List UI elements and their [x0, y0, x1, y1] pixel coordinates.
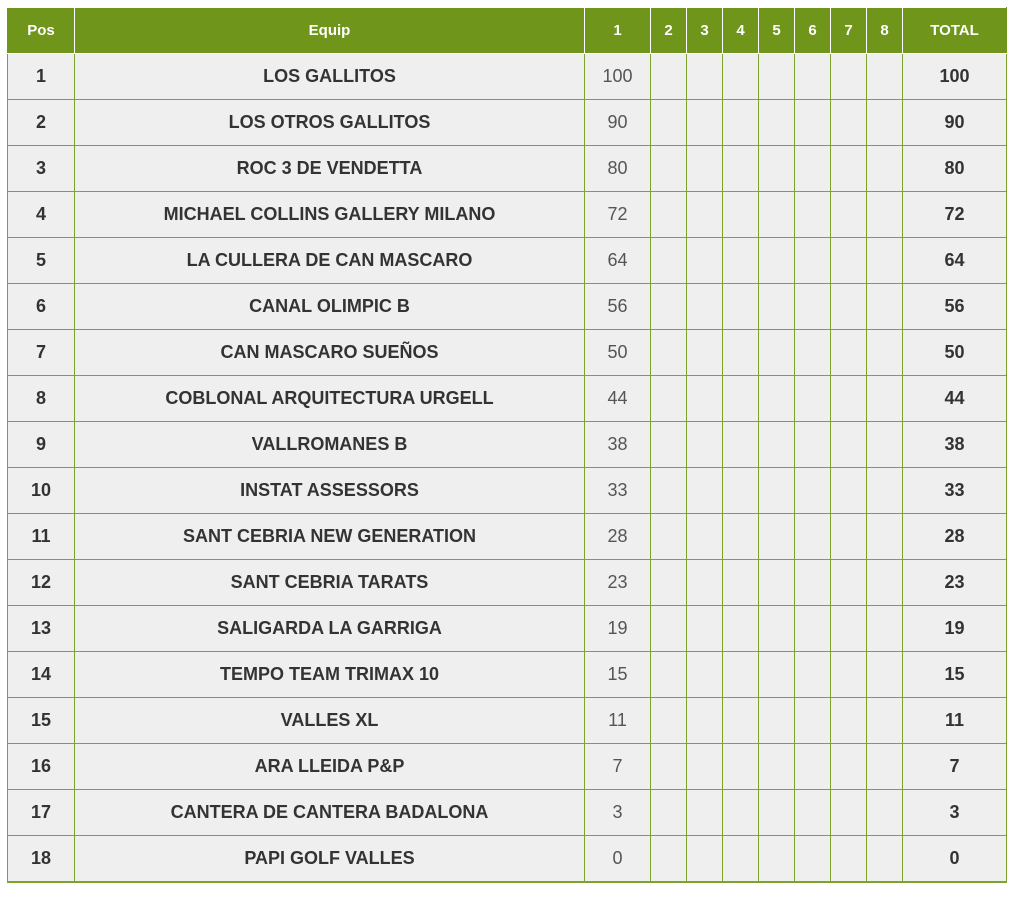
table-row: [8, 744, 1007, 790]
round-6-points-cell: [795, 652, 831, 698]
round-7-points-cell: [831, 790, 867, 836]
position-cell: 6: [8, 284, 75, 330]
round-6-points-cell: [795, 468, 831, 514]
round-2-points-cell: [651, 330, 687, 376]
round-4-points-cell: [723, 284, 759, 330]
table-row: [8, 468, 1007, 514]
round-7-points-cell: [831, 54, 867, 100]
round-5-points-cell: [759, 330, 795, 376]
round-5-points-cell: [759, 560, 795, 606]
round-8-points-cell: [867, 560, 903, 606]
team-name-cell: TEMPO TEAM TRIMAX 10: [75, 652, 585, 698]
table-row: [8, 146, 1007, 192]
round-5-points-cell: [759, 192, 795, 238]
round-3-points-cell: [687, 698, 723, 744]
round-4-points-cell: [723, 192, 759, 238]
round-7-points-cell: [831, 652, 867, 698]
round-5-points-cell: [759, 146, 795, 192]
header-round-7: 7: [831, 8, 867, 54]
round-6-points-cell: [795, 376, 831, 422]
round-8-points-cell: [867, 606, 903, 652]
round-3-points-cell: [687, 146, 723, 192]
table-row: [8, 606, 1007, 652]
round-6-points-cell: [795, 146, 831, 192]
round-2-points-cell: [651, 100, 687, 146]
total-points-cell: 80: [903, 146, 1007, 192]
header-round-6: 6: [795, 8, 831, 54]
round-1-points-cell: 11: [585, 698, 651, 744]
team-name-cell: MICHAEL COLLINS GALLERY MILANO: [75, 192, 585, 238]
round-8-points-cell: [867, 744, 903, 790]
round-8-points-cell: [867, 192, 903, 238]
round-6-points-cell: [795, 100, 831, 146]
round-2-points-cell: [651, 468, 687, 514]
round-3-points-cell: [687, 238, 723, 284]
round-7-points-cell: [831, 284, 867, 330]
header-round-8: 8: [867, 8, 903, 54]
round-2-points-cell: [651, 284, 687, 330]
round-8-points-cell: [867, 330, 903, 376]
header-round-1: 1: [585, 8, 651, 54]
table-row: [8, 790, 1007, 836]
team-name-cell: INSTAT ASSESSORS: [75, 468, 585, 514]
round-4-points-cell: [723, 330, 759, 376]
round-6-points-cell: [795, 836, 831, 883]
round-4-points-cell: [723, 238, 759, 284]
round-6-points-cell: [795, 560, 831, 606]
round-6-points-cell: [795, 606, 831, 652]
round-7-points-cell: [831, 376, 867, 422]
round-2-points-cell: [651, 238, 687, 284]
round-1-points-cell: 64: [585, 238, 651, 284]
total-points-cell: 33: [903, 468, 1007, 514]
round-4-points-cell: [723, 698, 759, 744]
team-name-cell: CANAL OLIMPIC B: [75, 284, 585, 330]
round-2-points-cell: [651, 376, 687, 422]
round-6-points-cell: [795, 238, 831, 284]
round-6-points-cell: [795, 192, 831, 238]
round-7-points-cell: [831, 468, 867, 514]
round-6-points-cell: [795, 54, 831, 100]
round-8-points-cell: [867, 514, 903, 560]
round-4-points-cell: [723, 54, 759, 100]
team-name-cell: COBLONAL ARQUITECTURA URGELL: [75, 376, 585, 422]
round-4-points-cell: [723, 836, 759, 883]
round-3-points-cell: [687, 54, 723, 100]
round-3-points-cell: [687, 192, 723, 238]
header-team: Equip: [75, 8, 585, 54]
total-points-cell: 90: [903, 100, 1007, 146]
round-3-points-cell: [687, 606, 723, 652]
round-7-points-cell: [831, 100, 867, 146]
total-points-cell: 28: [903, 514, 1007, 560]
round-2-points-cell: [651, 606, 687, 652]
table-row: [8, 192, 1007, 238]
round-1-points-cell: 3: [585, 790, 651, 836]
position-cell: 17: [8, 790, 75, 836]
round-4-points-cell: [723, 100, 759, 146]
round-4-points-cell: [723, 606, 759, 652]
team-name-cell: SALIGARDA LA GARRIGA: [75, 606, 585, 652]
table-row: [8, 514, 1007, 560]
table-row: [8, 560, 1007, 606]
round-8-points-cell: [867, 54, 903, 100]
header-pos: Pos: [8, 8, 75, 54]
round-4-points-cell: [723, 652, 759, 698]
team-name-cell: VALLROMANES B: [75, 422, 585, 468]
table-row: [8, 376, 1007, 422]
round-6-points-cell: [795, 514, 831, 560]
round-7-points-cell: [831, 330, 867, 376]
round-8-points-cell: [867, 376, 903, 422]
round-5-points-cell: [759, 54, 795, 100]
total-points-cell: 64: [903, 238, 1007, 284]
team-name-cell: SANT CEBRIA NEW GENERATION: [75, 514, 585, 560]
position-cell: 3: [8, 146, 75, 192]
round-7-points-cell: [831, 514, 867, 560]
total-points-cell: 50: [903, 330, 1007, 376]
team-name-cell: PAPI GOLF VALLES: [75, 836, 585, 883]
round-8-points-cell: [867, 146, 903, 192]
round-2-points-cell: [651, 422, 687, 468]
round-3-points-cell: [687, 376, 723, 422]
total-points-cell: 15: [903, 652, 1007, 698]
total-points-cell: 7: [903, 744, 1007, 790]
table-body: [8, 54, 1007, 883]
round-5-points-cell: [759, 376, 795, 422]
round-3-points-cell: [687, 468, 723, 514]
round-5-points-cell: [759, 790, 795, 836]
header-round-4: 4: [723, 8, 759, 54]
round-1-points-cell: 80: [585, 146, 651, 192]
round-5-points-cell: [759, 744, 795, 790]
round-1-points-cell: 0: [585, 836, 651, 883]
round-8-points-cell: [867, 238, 903, 284]
round-8-points-cell: [867, 284, 903, 330]
round-6-points-cell: [795, 284, 831, 330]
round-8-points-cell: [867, 652, 903, 698]
header-total: TOTAL: [903, 8, 1007, 54]
round-8-points-cell: [867, 468, 903, 514]
round-2-points-cell: [651, 192, 687, 238]
round-7-points-cell: [831, 836, 867, 883]
round-1-points-cell: 56: [585, 284, 651, 330]
round-7-points-cell: [831, 698, 867, 744]
round-1-points-cell: 38: [585, 422, 651, 468]
round-6-points-cell: [795, 790, 831, 836]
position-cell: 5: [8, 238, 75, 284]
position-cell: 10: [8, 468, 75, 514]
round-7-points-cell: [831, 606, 867, 652]
round-6-points-cell: [795, 744, 831, 790]
round-5-points-cell: [759, 422, 795, 468]
position-cell: 9: [8, 422, 75, 468]
round-3-points-cell: [687, 330, 723, 376]
round-5-points-cell: [759, 238, 795, 284]
round-5-points-cell: [759, 284, 795, 330]
round-6-points-cell: [795, 698, 831, 744]
round-7-points-cell: [831, 192, 867, 238]
round-1-points-cell: 100: [585, 54, 651, 100]
round-2-points-cell: [651, 146, 687, 192]
total-points-cell: 3: [903, 790, 1007, 836]
position-cell: 12: [8, 560, 75, 606]
table-row: [8, 422, 1007, 468]
standings-table: [7, 7, 1007, 883]
round-4-points-cell: [723, 146, 759, 192]
team-name-cell: ARA LLEIDA P&P: [75, 744, 585, 790]
team-name-cell: CAN MASCARO SUEÑOS: [75, 330, 585, 376]
position-cell: 14: [8, 652, 75, 698]
round-5-points-cell: [759, 652, 795, 698]
round-7-points-cell: [831, 560, 867, 606]
position-cell: 13: [8, 606, 75, 652]
team-name-cell: CANTERA DE CANTERA BADALONA: [75, 790, 585, 836]
position-cell: 16: [8, 744, 75, 790]
round-3-points-cell: [687, 652, 723, 698]
position-cell: 11: [8, 514, 75, 560]
round-5-points-cell: [759, 606, 795, 652]
round-4-points-cell: [723, 422, 759, 468]
round-1-points-cell: 90: [585, 100, 651, 146]
round-5-points-cell: [759, 468, 795, 514]
round-4-points-cell: [723, 376, 759, 422]
position-cell: 18: [8, 836, 75, 883]
header-round-3: 3: [687, 8, 723, 54]
round-3-points-cell: [687, 560, 723, 606]
round-1-points-cell: 28: [585, 514, 651, 560]
round-2-points-cell: [651, 54, 687, 100]
round-8-points-cell: [867, 836, 903, 883]
round-8-points-cell: [867, 790, 903, 836]
round-2-points-cell: [651, 790, 687, 836]
table-row: [8, 836, 1007, 883]
round-8-points-cell: [867, 698, 903, 744]
total-points-cell: 38: [903, 422, 1007, 468]
round-7-points-cell: [831, 238, 867, 284]
round-1-points-cell: 72: [585, 192, 651, 238]
team-name-cell: LA CULLERA DE CAN MASCARO: [75, 238, 585, 284]
round-3-points-cell: [687, 100, 723, 146]
table-row: [8, 100, 1007, 146]
round-8-points-cell: [867, 422, 903, 468]
position-cell: 4: [8, 192, 75, 238]
round-8-points-cell: [867, 100, 903, 146]
round-3-points-cell: [687, 422, 723, 468]
round-2-points-cell: [651, 560, 687, 606]
round-2-points-cell: [651, 836, 687, 883]
round-2-points-cell: [651, 744, 687, 790]
round-5-points-cell: [759, 698, 795, 744]
position-cell: 7: [8, 330, 75, 376]
round-3-points-cell: [687, 836, 723, 883]
round-2-points-cell: [651, 698, 687, 744]
position-cell: 2: [8, 100, 75, 146]
round-1-points-cell: 50: [585, 330, 651, 376]
round-5-points-cell: [759, 100, 795, 146]
round-5-points-cell: [759, 514, 795, 560]
team-name-cell: SANT CEBRIA TARATS: [75, 560, 585, 606]
table-header-row: [8, 8, 1007, 54]
total-points-cell: 100: [903, 54, 1007, 100]
round-4-points-cell: [723, 790, 759, 836]
table-row: [8, 330, 1007, 376]
round-2-points-cell: [651, 652, 687, 698]
total-points-cell: 72: [903, 192, 1007, 238]
round-1-points-cell: 33: [585, 468, 651, 514]
round-1-points-cell: 7: [585, 744, 651, 790]
round-6-points-cell: [795, 422, 831, 468]
round-3-points-cell: [687, 744, 723, 790]
round-1-points-cell: 44: [585, 376, 651, 422]
round-4-points-cell: [723, 744, 759, 790]
round-4-points-cell: [723, 560, 759, 606]
round-7-points-cell: [831, 422, 867, 468]
total-points-cell: 56: [903, 284, 1007, 330]
round-6-points-cell: [795, 330, 831, 376]
round-3-points-cell: [687, 790, 723, 836]
header-round-5: 5: [759, 8, 795, 54]
header-round-2: 2: [651, 8, 687, 54]
position-cell: 1: [8, 54, 75, 100]
round-4-points-cell: [723, 468, 759, 514]
position-cell: 8: [8, 376, 75, 422]
round-1-points-cell: 19: [585, 606, 651, 652]
round-3-points-cell: [687, 514, 723, 560]
round-7-points-cell: [831, 146, 867, 192]
table-row: [8, 652, 1007, 698]
position-cell: 15: [8, 698, 75, 744]
total-points-cell: 19: [903, 606, 1007, 652]
total-points-cell: 23: [903, 560, 1007, 606]
table-row: [8, 284, 1007, 330]
team-name-cell: VALLES XL: [75, 698, 585, 744]
table-row: [8, 54, 1007, 100]
round-4-points-cell: [723, 514, 759, 560]
total-points-cell: 0: [903, 836, 1007, 883]
standings-table-wrapper: [7, 7, 1007, 883]
table-row: [8, 698, 1007, 744]
team-name-cell: LOS GALLITOS: [75, 54, 585, 100]
round-3-points-cell: [687, 284, 723, 330]
table-row: [8, 238, 1007, 284]
round-2-points-cell: [651, 514, 687, 560]
round-5-points-cell: [759, 836, 795, 883]
round-1-points-cell: 15: [585, 652, 651, 698]
total-points-cell: 11: [903, 698, 1007, 744]
team-name-cell: ROC 3 DE VENDETTA: [75, 146, 585, 192]
total-points-cell: 44: [903, 376, 1007, 422]
round-7-points-cell: [831, 744, 867, 790]
team-name-cell: LOS OTROS GALLITOS: [75, 100, 585, 146]
round-1-points-cell: 23: [585, 560, 651, 606]
